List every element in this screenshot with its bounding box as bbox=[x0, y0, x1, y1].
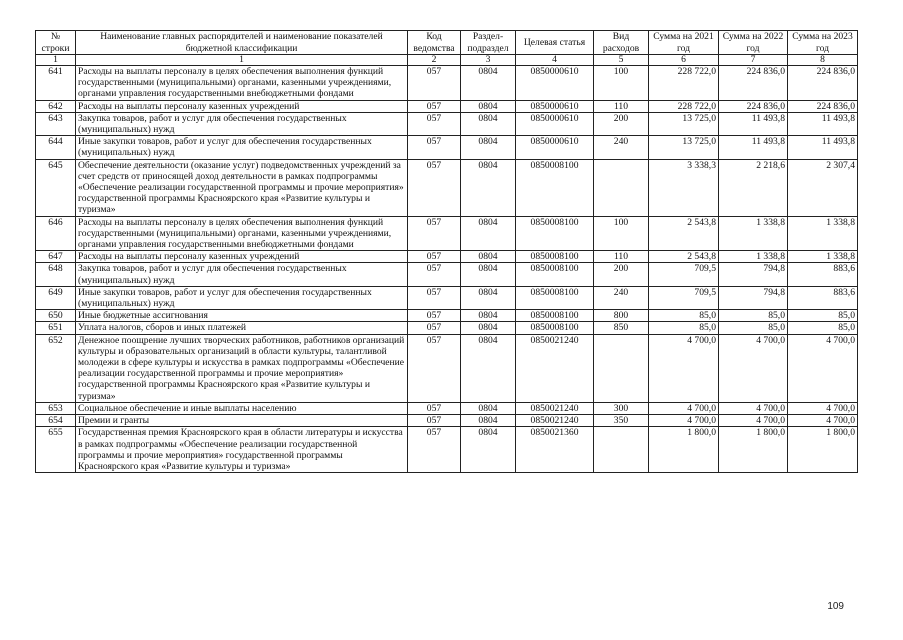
row-dept-code-cell: 057 bbox=[408, 251, 461, 263]
row-number-cell: 642 bbox=[36, 100, 76, 112]
column-index: 8 bbox=[788, 55, 858, 66]
row-expense-type-cell: 240 bbox=[594, 136, 649, 159]
table-row bbox=[36, 159, 858, 216]
row-name-cell: Расходы на выплаты персоналу казенных учреждений bbox=[76, 251, 408, 263]
row-dept-code-cell: 057 bbox=[408, 334, 461, 402]
row-section-cell: 0804 bbox=[461, 402, 516, 414]
row-section-cell: 0804 bbox=[461, 322, 516, 334]
row-name-cell: Закупка товаров, работ и услуг для обеспечения государственных (муниципальных) нужд bbox=[76, 263, 408, 286]
table-row bbox=[36, 402, 858, 414]
row-number-cell: 648 bbox=[36, 263, 76, 286]
row-sum-2023-cell: 883,6 bbox=[788, 286, 858, 309]
row-section-cell: 0804 bbox=[461, 136, 516, 159]
row-sum-2022-cell: 794,8 bbox=[719, 263, 788, 286]
row-section-cell: 0804 bbox=[461, 251, 516, 263]
row-sum-2022-cell: 1 338,8 bbox=[719, 251, 788, 263]
row-sum-2023-cell: 1 338,8 bbox=[788, 251, 858, 263]
row-number-cell: 645 bbox=[36, 159, 76, 216]
row-name-cell: Денежное поощрение лучших творческих работников, работников организаций культуры и образовательных организаций в области культуры, талантливой молодежи в сфере культуры и искусства в рамках подпрограммы «Обеспечение реализации государственной программы и прочие мероприятия» государственной программы Красноярского края «Развитие культуры и туризма» bbox=[76, 334, 408, 402]
row-sum-2022-cell: 11 493,8 bbox=[719, 112, 788, 135]
column-index: 6 bbox=[649, 55, 719, 66]
row-dept-code-cell: 057 bbox=[408, 216, 461, 251]
row-sum-2021-cell: 4 700,0 bbox=[649, 334, 719, 402]
row-section-cell: 0804 bbox=[461, 66, 516, 101]
row-sum-2023-cell: 4 700,0 bbox=[788, 402, 858, 414]
row-section-cell: 0804 bbox=[461, 415, 516, 427]
column-index: 7 bbox=[719, 55, 788, 66]
row-number-cell: 652 bbox=[36, 334, 76, 402]
row-sum-2021-cell: 13 725,0 bbox=[649, 136, 719, 159]
table-row bbox=[36, 112, 858, 135]
row-target-cell: 0850000610 bbox=[516, 100, 594, 112]
row-expense-type-cell: 850 bbox=[594, 322, 649, 334]
table-row bbox=[36, 334, 858, 402]
header-expense-type: Вид расходов bbox=[594, 31, 649, 55]
row-sum-2021-cell: 85,0 bbox=[649, 310, 719, 322]
row-sum-2023-cell: 4 700,0 bbox=[788, 334, 858, 402]
row-target-cell: 0850000610 bbox=[516, 136, 594, 159]
row-target-cell: 0850021360 bbox=[516, 427, 594, 473]
row-sum-2023-cell: 85,0 bbox=[788, 322, 858, 334]
row-number-cell: 655 bbox=[36, 427, 76, 473]
row-dept-code-cell: 057 bbox=[408, 263, 461, 286]
header-row-number: № строки bbox=[36, 31, 76, 55]
row-sum-2023-cell: 1 800,0 bbox=[788, 427, 858, 473]
row-expense-type-cell: 200 bbox=[594, 263, 649, 286]
column-index: 4 bbox=[516, 55, 594, 66]
row-expense-type-cell: 100 bbox=[594, 216, 649, 251]
row-sum-2021-cell: 85,0 bbox=[649, 322, 719, 334]
row-dept-code-cell: 057 bbox=[408, 159, 461, 216]
row-target-cell: 0850000610 bbox=[516, 112, 594, 135]
row-name-cell: Расходы на выплаты персоналу казенных учреждений bbox=[76, 100, 408, 112]
row-sum-2022-cell: 4 700,0 bbox=[719, 402, 788, 414]
row-section-cell: 0804 bbox=[461, 112, 516, 135]
row-name-cell: Закупка товаров, работ и услуг для обеспечения государственных (муниципальных) нужд bbox=[76, 112, 408, 135]
table-row bbox=[36, 263, 858, 286]
row-dept-code-cell: 057 bbox=[408, 310, 461, 322]
row-sum-2023-cell: 11 493,8 bbox=[788, 136, 858, 159]
row-section-cell: 0804 bbox=[461, 286, 516, 309]
row-target-cell: 0850008100 bbox=[516, 286, 594, 309]
row-sum-2021-cell: 709,5 bbox=[649, 286, 719, 309]
row-section-cell: 0804 bbox=[461, 310, 516, 322]
row-sum-2022-cell: 4 700,0 bbox=[719, 334, 788, 402]
row-dept-code-cell: 057 bbox=[408, 66, 461, 101]
table-row bbox=[36, 415, 858, 427]
row-dept-code-cell: 057 bbox=[408, 136, 461, 159]
row-target-cell: 0850000610 bbox=[516, 66, 594, 101]
row-sum-2022-cell: 4 700,0 bbox=[719, 415, 788, 427]
row-sum-2023-cell: 224 836,0 bbox=[788, 66, 858, 101]
budget-table bbox=[35, 30, 858, 473]
table-row bbox=[36, 427, 858, 473]
row-dept-code-cell: 057 bbox=[408, 100, 461, 112]
row-sum-2022-cell: 224 836,0 bbox=[719, 66, 788, 101]
row-target-cell: 0850021240 bbox=[516, 415, 594, 427]
column-index: 1 bbox=[76, 55, 408, 66]
row-name-cell: Социальное обеспечение и иные выплаты населению bbox=[76, 402, 408, 414]
header-sum-2023: Сумма на 2023 год bbox=[788, 31, 858, 55]
row-expense-type-cell: 800 bbox=[594, 310, 649, 322]
row-sum-2023-cell: 2 307,4 bbox=[788, 159, 858, 216]
column-index: 5 bbox=[594, 55, 649, 66]
row-sum-2021-cell: 228 722,0 bbox=[649, 66, 719, 101]
row-dept-code-cell: 057 bbox=[408, 112, 461, 135]
row-sum-2022-cell: 2 218,6 bbox=[719, 159, 788, 216]
row-section-cell: 0804 bbox=[461, 334, 516, 402]
row-sum-2022-cell: 85,0 bbox=[719, 322, 788, 334]
row-sum-2023-cell: 11 493,8 bbox=[788, 112, 858, 135]
row-dept-code-cell: 057 bbox=[408, 322, 461, 334]
row-dept-code-cell: 057 bbox=[408, 427, 461, 473]
row-dept-code-cell: 057 bbox=[408, 402, 461, 414]
row-sum-2021-cell: 2 543,8 bbox=[649, 251, 719, 263]
header-sum-2022: Сумма на 2022 год bbox=[719, 31, 788, 55]
row-sum-2022-cell: 794,8 bbox=[719, 286, 788, 309]
row-expense-type-cell: 350 bbox=[594, 415, 649, 427]
row-name-cell: Иные закупки товаров, работ и услуг для обеспечения государственных (муниципальных) нужд bbox=[76, 286, 408, 309]
row-number-cell: 647 bbox=[36, 251, 76, 263]
row-section-cell: 0804 bbox=[461, 216, 516, 251]
row-sum-2022-cell: 1 800,0 bbox=[719, 427, 788, 473]
row-name-cell: Расходы на выплаты персоналу в целях обеспечения выполнения функций государственными (муниципальными) органами, казенными учреждениями, органами управления государственными внебюджетными фондами bbox=[76, 216, 408, 251]
row-section-cell: 0804 bbox=[461, 159, 516, 216]
row-number-cell: 644 bbox=[36, 136, 76, 159]
column-index: 2 bbox=[408, 55, 461, 66]
row-number-cell: 653 bbox=[36, 402, 76, 414]
header-sum-2021: Сумма на 2021 год bbox=[649, 31, 719, 55]
row-expense-type-cell: 300 bbox=[594, 402, 649, 414]
row-name-cell: Обеспечение деятельности (оказание услуг) подведомственных учреждений за счет средств от приносящей доход деятельности в рамках подпрограммы «Обеспечение реализации государственной программы и прочие мероприятия» государственной программы Красноярского края «Развитие культуры и туризма» bbox=[76, 159, 408, 216]
row-target-cell: 0850021240 bbox=[516, 402, 594, 414]
table-row bbox=[36, 251, 858, 263]
row-section-cell: 0804 bbox=[461, 100, 516, 112]
row-number-cell: 651 bbox=[36, 322, 76, 334]
row-expense-type-cell bbox=[594, 427, 649, 473]
row-dept-code-cell: 057 bbox=[408, 286, 461, 309]
row-name-cell: Государственная премия Красноярского края в области литературы и искусства в рамках подпрограммы «Обеспечение реализации государственной программы и прочие мероприятия» государственной программы Красноярского края «Развитие культуры и туризма» bbox=[76, 427, 408, 473]
row-target-cell: 0850021240 bbox=[516, 334, 594, 402]
column-index-row bbox=[36, 55, 858, 66]
table-header-row bbox=[36, 31, 858, 55]
row-number-cell: 654 bbox=[36, 415, 76, 427]
row-sum-2021-cell: 3 338,3 bbox=[649, 159, 719, 216]
header-dept-code: Код ведомства bbox=[408, 31, 461, 55]
row-dept-code-cell: 057 bbox=[408, 415, 461, 427]
table-row bbox=[36, 216, 858, 251]
row-sum-2023-cell: 224 836,0 bbox=[788, 100, 858, 112]
row-expense-type-cell bbox=[594, 159, 649, 216]
table-row bbox=[36, 136, 858, 159]
row-target-cell: 0850008100 bbox=[516, 310, 594, 322]
row-expense-type-cell: 100 bbox=[594, 66, 649, 101]
row-number-cell: 649 bbox=[36, 286, 76, 309]
row-expense-type-cell: 110 bbox=[594, 251, 649, 263]
row-target-cell: 0850008100 bbox=[516, 263, 594, 286]
row-section-cell: 0804 bbox=[461, 427, 516, 473]
row-sum-2022-cell: 224 836,0 bbox=[719, 100, 788, 112]
row-sum-2023-cell: 4 700,0 bbox=[788, 415, 858, 427]
row-sum-2021-cell: 4 700,0 bbox=[649, 402, 719, 414]
row-name-cell: Иные бюджетные ассигнования bbox=[76, 310, 408, 322]
row-sum-2023-cell: 883,6 bbox=[788, 263, 858, 286]
column-index: 1 bbox=[36, 55, 76, 66]
row-sum-2021-cell: 2 543,8 bbox=[649, 216, 719, 251]
row-number-cell: 641 bbox=[36, 66, 76, 101]
row-expense-type-cell: 200 bbox=[594, 112, 649, 135]
row-target-cell: 0850008100 bbox=[516, 159, 594, 216]
row-expense-type-cell: 240 bbox=[594, 286, 649, 309]
row-sum-2023-cell: 85,0 bbox=[788, 310, 858, 322]
header-section: Раздел-подраздел bbox=[461, 31, 516, 55]
row-name-cell: Иные закупки товаров, работ и услуг для обеспечения государственных (муниципальных) нужд bbox=[76, 136, 408, 159]
table-row bbox=[36, 286, 858, 309]
row-name-cell: Уплата налогов, сборов и иных платежей bbox=[76, 322, 408, 334]
table-row bbox=[36, 66, 858, 101]
row-sum-2022-cell: 11 493,8 bbox=[719, 136, 788, 159]
row-number-cell: 643 bbox=[36, 112, 76, 135]
row-target-cell: 0850008100 bbox=[516, 251, 594, 263]
row-sum-2022-cell: 1 338,8 bbox=[719, 216, 788, 251]
table-row bbox=[36, 310, 858, 322]
row-name-cell: Премии и гранты bbox=[76, 415, 408, 427]
header-name: Наименование главных распорядителей и наименование показателей бюджетной классификации bbox=[76, 31, 408, 55]
row-target-cell: 0850008100 bbox=[516, 322, 594, 334]
row-sum-2021-cell: 228 722,0 bbox=[649, 100, 719, 112]
header-target: Целевая статья bbox=[516, 31, 594, 55]
table-row bbox=[36, 100, 858, 112]
row-sum-2021-cell: 709,5 bbox=[649, 263, 719, 286]
row-expense-type-cell: 110 bbox=[594, 100, 649, 112]
row-number-cell: 650 bbox=[36, 310, 76, 322]
row-sum-2021-cell: 4 700,0 bbox=[649, 415, 719, 427]
row-number-cell: 646 bbox=[36, 216, 76, 251]
page-number: 109 bbox=[827, 601, 844, 612]
row-sum-2022-cell: 85,0 bbox=[719, 310, 788, 322]
row-sum-2021-cell: 13 725,0 bbox=[649, 112, 719, 135]
row-sum-2021-cell: 1 800,0 bbox=[649, 427, 719, 473]
row-section-cell: 0804 bbox=[461, 263, 516, 286]
row-name-cell: Расходы на выплаты персоналу в целях обеспечения выполнения функций государственными (муниципальными) органами, казенными учреждениями, органами управления государственными внебюджетными фондами bbox=[76, 66, 408, 101]
table-row bbox=[36, 322, 858, 334]
row-sum-2023-cell: 1 338,8 bbox=[788, 216, 858, 251]
column-index: 3 bbox=[461, 55, 516, 66]
row-target-cell: 0850008100 bbox=[516, 216, 594, 251]
row-expense-type-cell bbox=[594, 334, 649, 402]
